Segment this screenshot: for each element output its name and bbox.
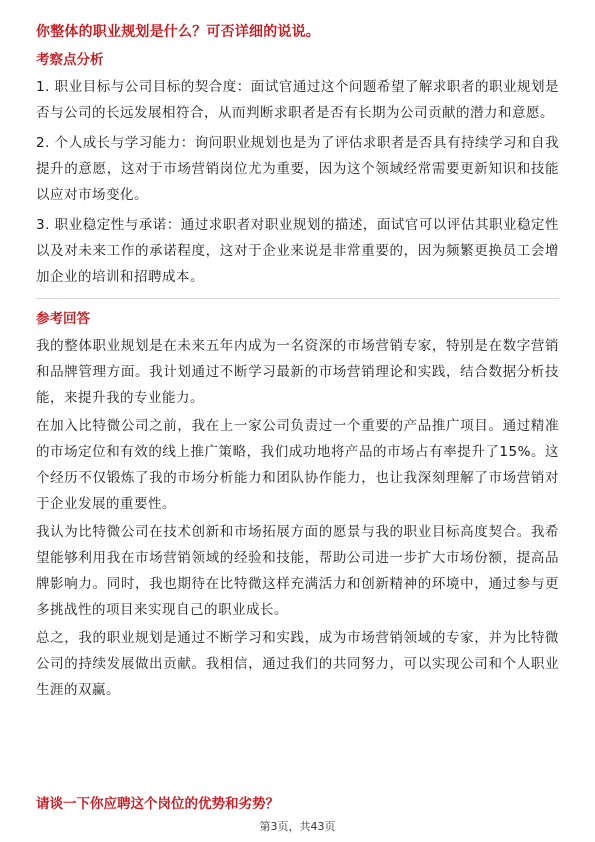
answer-block	[36, 309, 559, 703]
page-number: 第3页，共43页	[259, 820, 336, 833]
next-question-heading: 请谈一下你应聘这个岗位的优势和劣势？	[36, 796, 279, 812]
question-heading: 你整体的职业规划是什么？可否详细的说说。	[36, 24, 320, 40]
answer-paragraph: 我的整体职业规划是在未来五年内成为一名资深的市场营销专家，特别是在数字营销和品牌管理方面。我计划通过不断学习最新的市场营销理论和实践，结合数据分析技能，来提升我的专业能力。	[36, 338, 559, 406]
answer-paragraph: 我认为比特微公司在技术创新和市场拓展方面的愿景与我的职业目标高度契合。我希望能够利用我在市场营销领域的经验和技能，帮助公司进一步扩大市场份额，提高品牌影响力。同时，我也期待在比特微这样充满活力和创新精神的环境中，通过参与更多挑战性的项目来实现自己的职业成长。	[36, 524, 559, 618]
analysis-item: 2. 个人成长与学习能力：询问职业规划也是为了评估求职者是否具有持续学习和自我提升的意愿，这对于市场营销岗位尤为重要，因为这个领域经常需要更新知识和技能以应对市场变化。	[36, 135, 559, 203]
section-divider	[36, 298, 559, 299]
answer-title: 参考回答	[36, 311, 90, 327]
document-page	[36, 22, 559, 705]
analysis-item: 1. 职业目标与公司目标的契合度：面试官通过这个问题希望了解求职者的职业规划是否与公司的长远发展相符合，从而判断求职者是否有长期为公司贡献的潜力和意愿。	[36, 79, 559, 121]
analysis-item: 3. 职业稳定性与承诺：通过求职者对职业规划的描述，面试官可以评估其职业稳定性以及对未来工作的承诺程度，这对于企业来说是非常重要的，因为频繁更换员工会增加企业的培训和招聘成本。	[36, 217, 559, 285]
analysis-title: 考察点分析	[36, 52, 104, 68]
answer-paragraph: 在加入比特微公司之前，我在上一家公司负责过一个重要的产品推广项目。通过精准的市场定位和有效的线上推广策略，我们成功地将产品的市场占有率提升了15%。这个经历不仅锻炼了我的市场分析能力和团队协作能力，也让我深刻理解了市场营销对于企业发展的重要性。	[36, 418, 559, 512]
analysis-list	[36, 74, 559, 290]
answer-paragraph: 总之，我的职业规划是通过不断学习和实践，成为市场营销领域的专家，并为比特微公司的持续发展做出贡献。我相信，通过我们的共同努力，可以实现公司和个人职业生涯的双赢。	[36, 630, 559, 698]
